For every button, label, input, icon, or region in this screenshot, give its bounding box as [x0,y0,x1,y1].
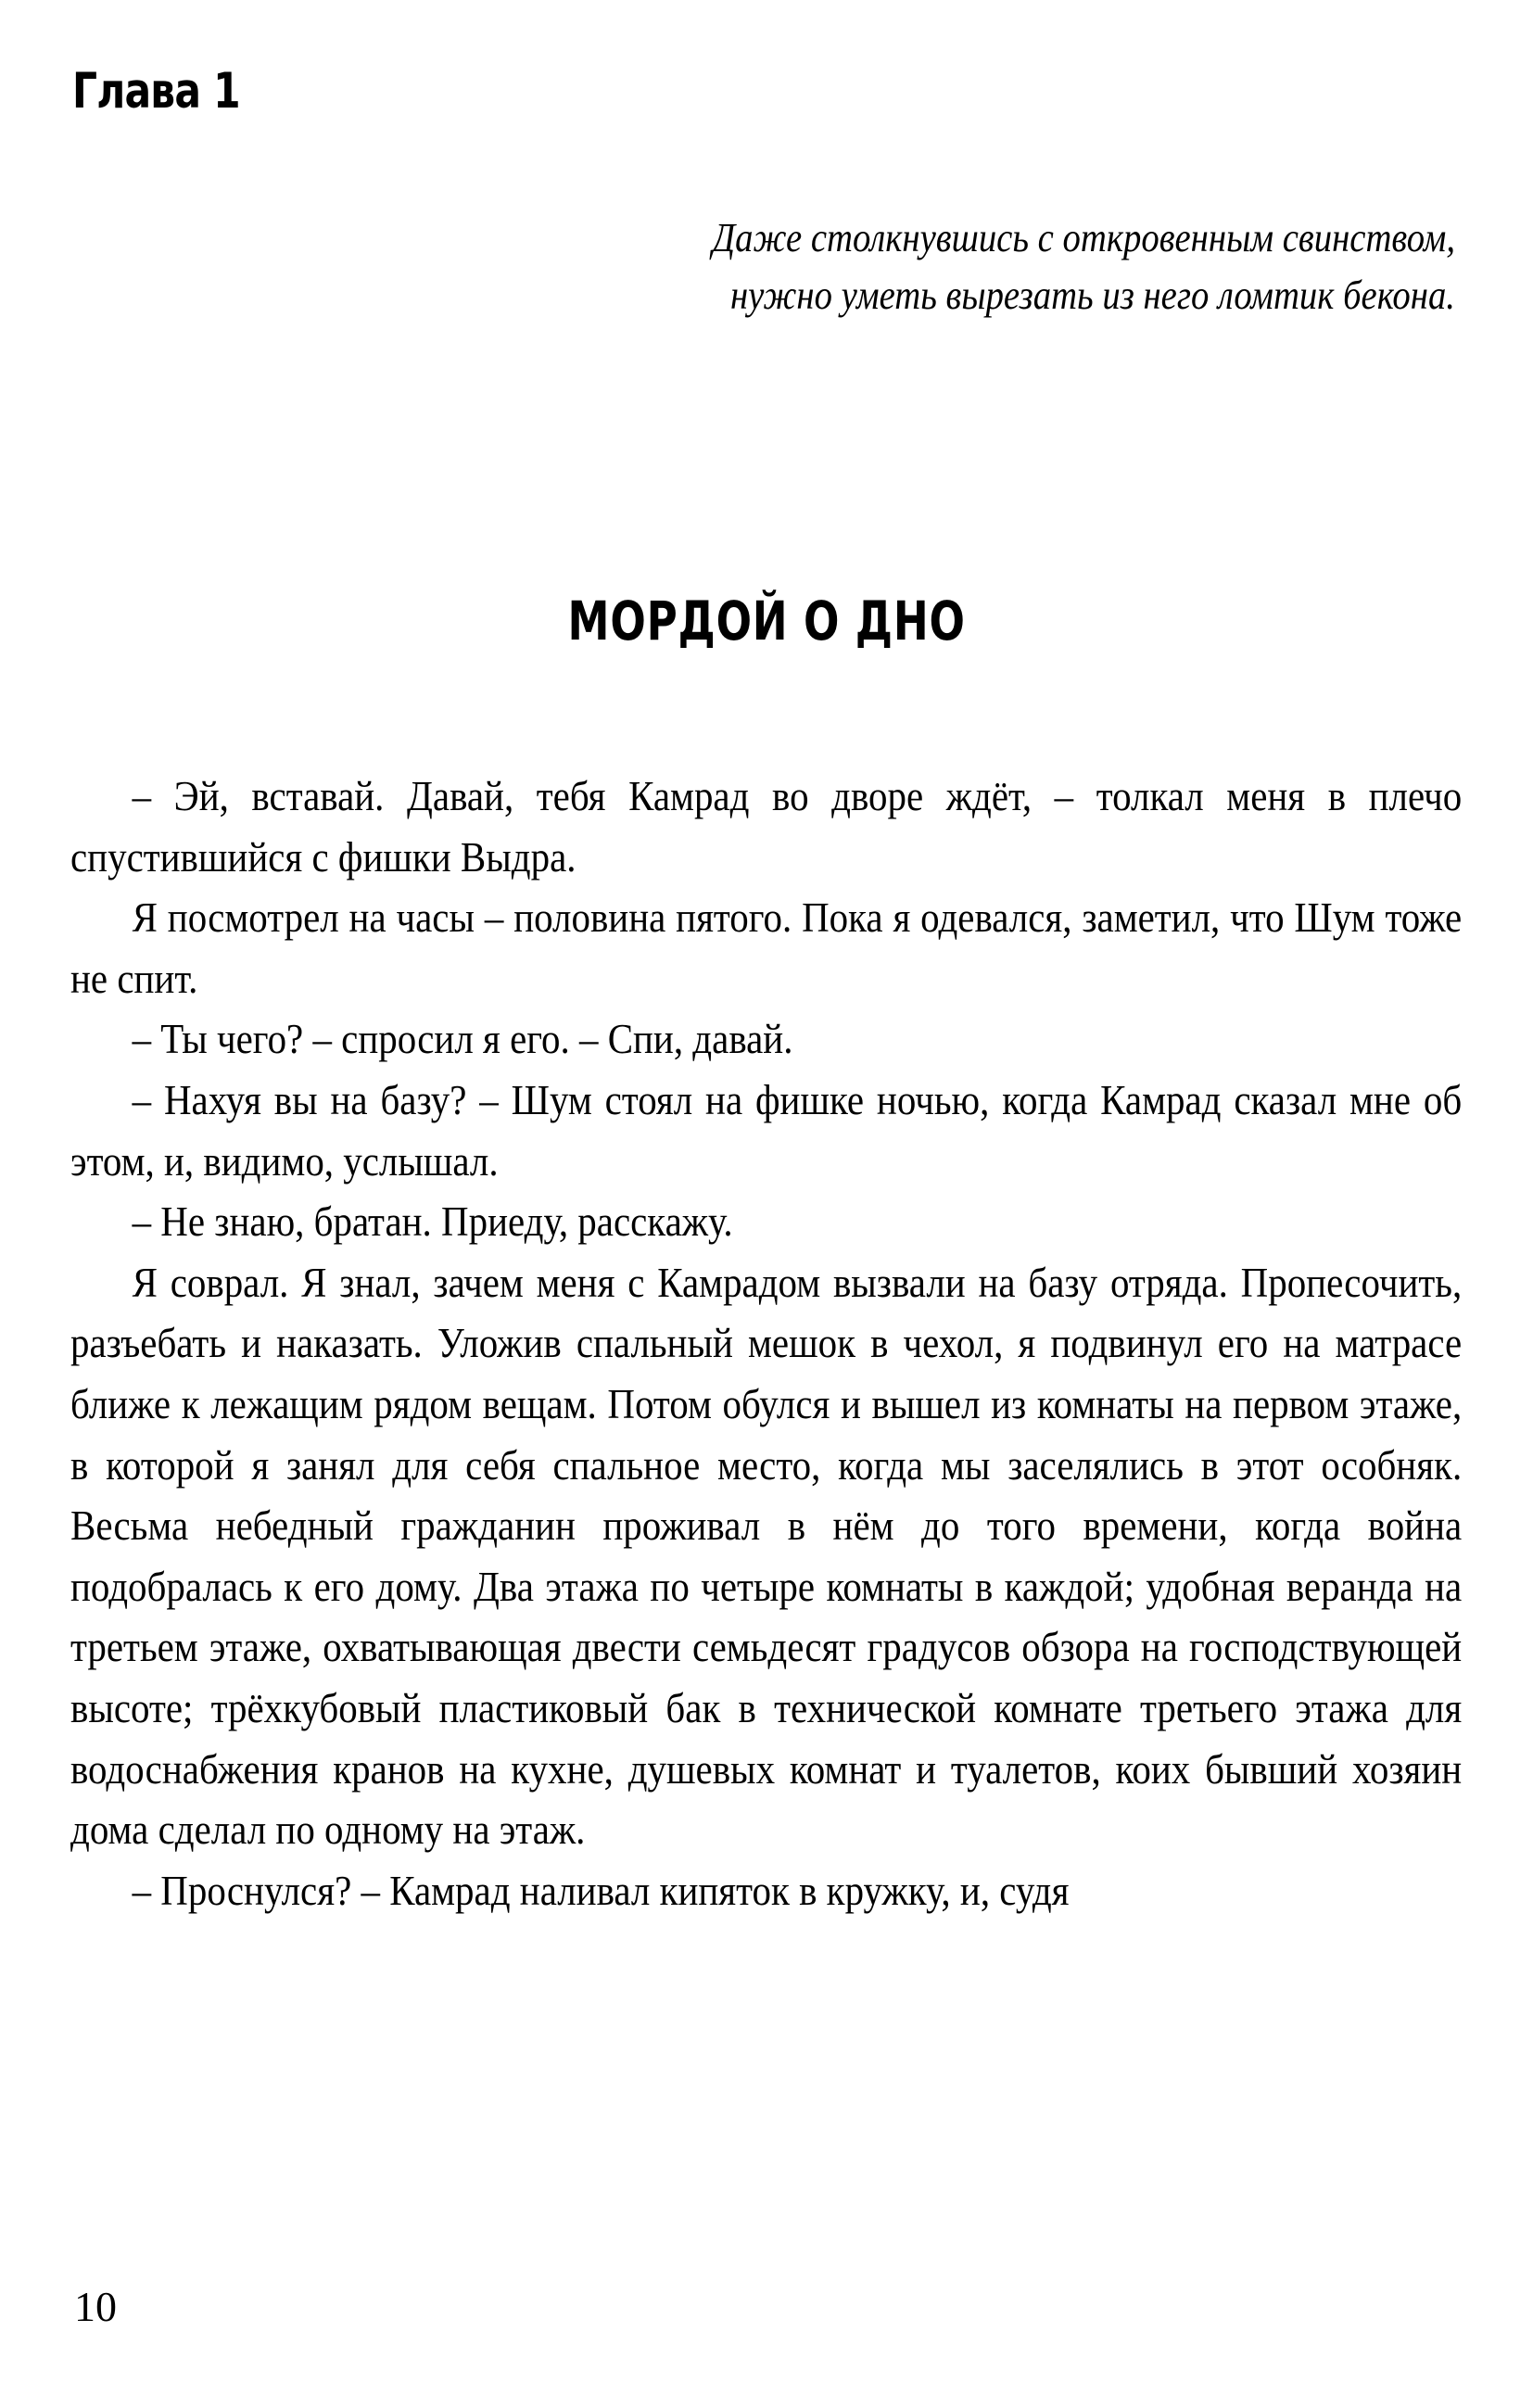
section-title [0,589,1533,653]
epigraph-line: Даже столкнувшись с откровенным свинством, [712,215,1455,260]
paragraph: – Нахуя вы на базу? – Шум стоял на фишке ночью, когда Камрад сказал мне об этом, и, видимо, услышал. [70,1075,1463,1185]
epigraph [444,209,1455,324]
page-number: 10 [74,2283,117,2330]
paragraph: – Эй, вставай. Давай, тебя Камрад во дворе ждёт, – толкал меня в плечо спустившийся с фишки Выдра. [70,772,1463,881]
chapter-heading: Глава 1 [72,63,240,120]
epigraph-line: нужно уметь вырезать из него ломтик бекона. [729,272,1455,318]
paragraph: – Ты чего? – спросил я его. – Спи, давай. [132,1015,793,1063]
paragraph: – Не знаю, братан. Приеду, расскажу. [132,1198,733,1246]
paragraph: Я посмотрел на часы – половина пятого. Пока я одевался, заметил, что Шум тоже не спит. [70,893,1463,1002]
paragraph: – Проснулся? – Камрад наливал кипяток в кружку, и, судя [132,1866,1070,1914]
body-text [70,766,1463,1920]
section-title-text: МОРДОЙ О ДНО [567,589,966,653]
paragraph: Я соврал. Я знал, зачем меня с Камрадом вызвали на базу отряда. Пропесочить, разъебать и наказать. Уложив спальный мешок в чехол, я подвинул его на матрасе ближе к лежащим рядом вещам. Потом обулся и вышел из комнаты на первом этаже, в которой я занял для себя спальное место, когда мы заселялись в этот особняк. Весьма небедный гражданин проживал в нём до того времени, когда война подобралась к его дому. Два этажа по четыре комнаты в каждой; удобная веранда на третьем этаже, охватывающая двести семьдесят градусов обзора на господствующей высоте; трёхкубовый пластиковый бак в технической комнате третьего этажа для водоснабжения кранов на кухне, душевых комнат и туалетов, коих бывший хозяин дома сделал по одному на этаж. [70,1258,1463,1854]
